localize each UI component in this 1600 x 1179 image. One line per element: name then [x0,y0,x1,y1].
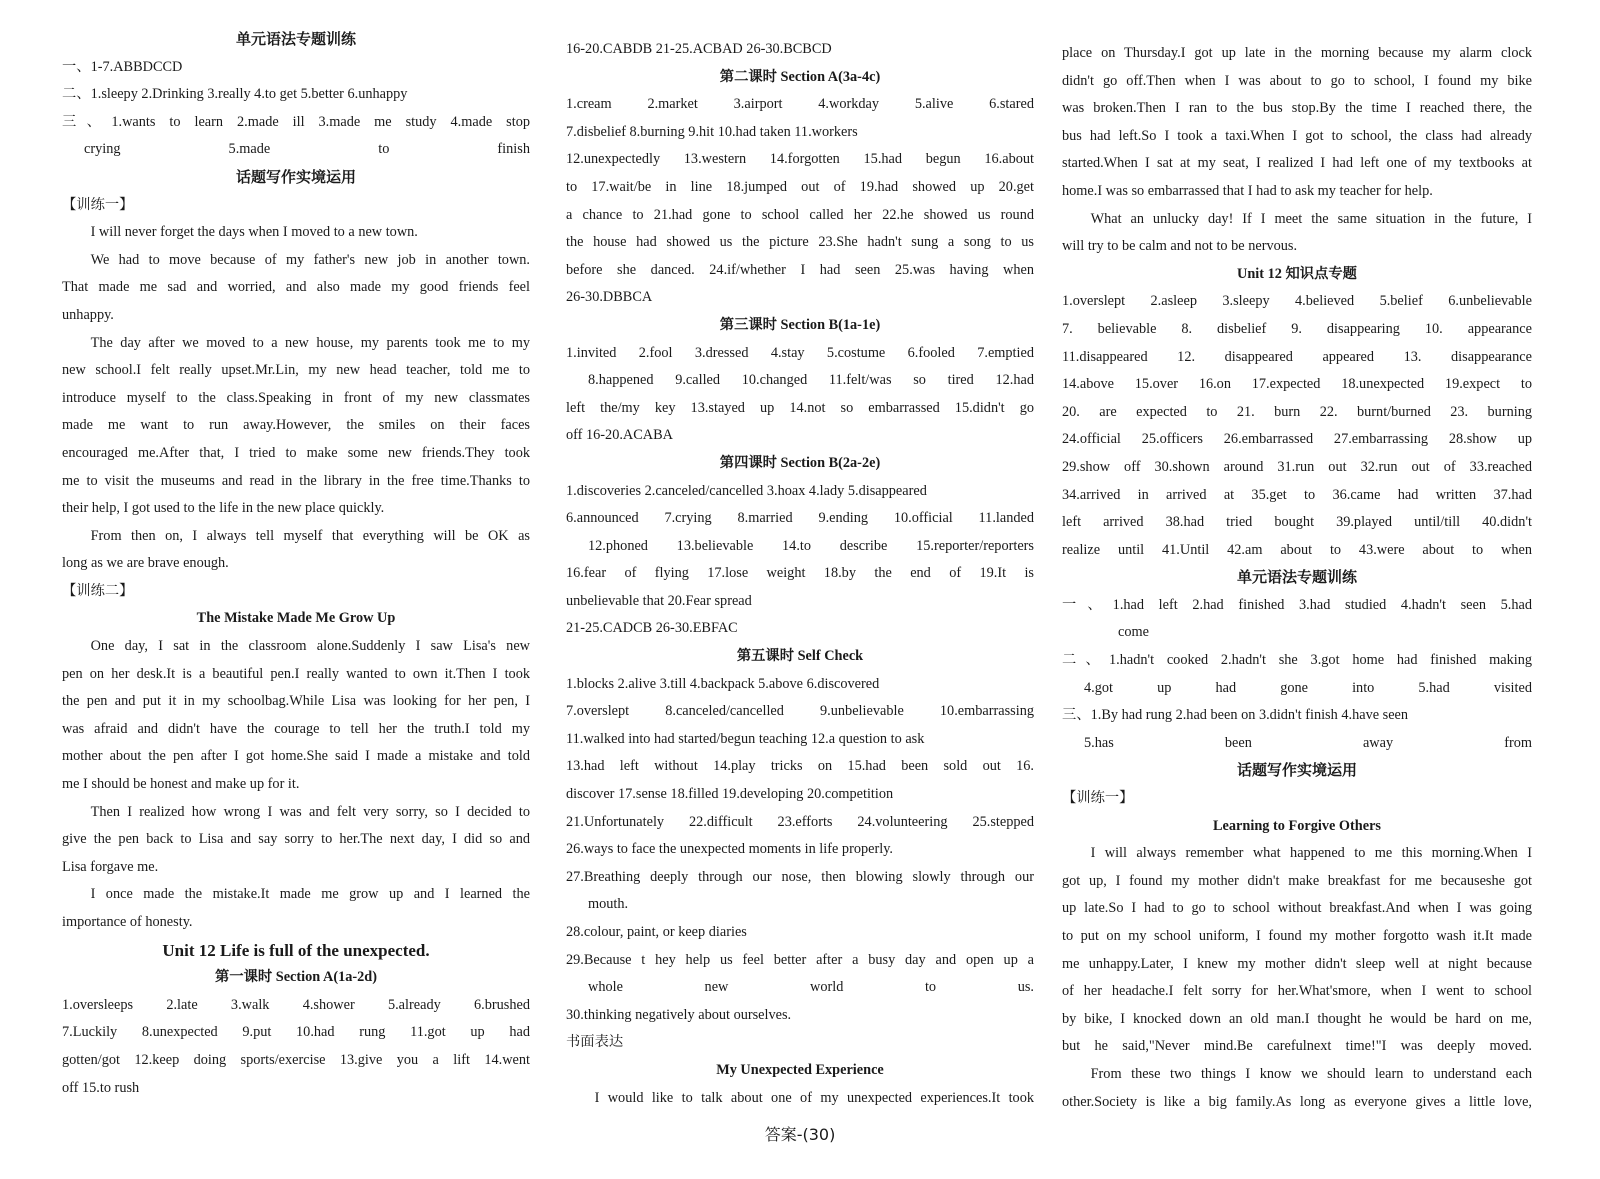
text-line: 24.official 25.officers 26.embarrassed 27.embarrassing 28.show up [1062,431,1532,448]
text-line: 1.blocks 2.alive 3.till 4.backpack 5.above 6.discovered [566,675,880,692]
text-line: From these two things I know we should learn to understand each [1090,1065,1532,1082]
text-line: got up, I found my mother didn't make breakfast for me becauseshe got [1062,872,1532,889]
text-line: 一、1.had left 2.had finished 3.had studied 4.hadn't seen 5.had [1062,596,1532,613]
text-line: pen on her desk.It is a beautiful pen.I really wanted to own it.Then I took [62,665,530,682]
text-line: 4.got up had gone into 5.had visited [1084,679,1532,696]
text-line: 1.discoveries 2.canceled/cancelled 3.hoax 4.lady 5.disappeared [566,482,927,499]
text-line: 三、1.wants to learn 2.made ill 3.made me study 4.made stop [62,113,530,130]
text-line: 34.arrived in arrived at 35.get to 36.came had written 37.had [1062,486,1532,503]
text-line: mouth. [588,896,629,913]
text-line: but he said,"Never mind.Be carefulnext time!"I was deeply moved. [1062,1038,1532,1055]
text-line: 11.walked into had started/begun teaching 12.a question to ask [566,730,925,747]
text-line: discover 17.sense 18.filled 19.developing 20.competition [566,786,894,803]
page-number: 答案-(30) [764,1125,836,1144]
text-line: other.Society is like a big family.As long as everyone gives a little love, [1062,1093,1532,1110]
text-line: 5.has been away from [1084,734,1532,751]
text-line: home.I was so embarrassed that I had to ask my teacher for help. [1062,182,1433,199]
text-line: unhappy. [62,306,114,323]
text-line: 【训练一】 [1062,790,1134,807]
text-line: give the pen back to Lisa and say sorry to her.The next day, I did so and [62,831,530,848]
right-column [1062,40,1532,1116]
text-line: 26.ways to face the unexpected moments in life properly. [566,841,893,858]
text-line: 二、1.hadn't cooked 2.hadn't she 3.got home had finished making [1062,652,1532,669]
text-line: before she danced. 24.if/whether I had seen 25.was having when [566,261,1034,278]
text-line: the pen and put it in my schoolbag.While Lisa was looking for her pen, I [62,693,530,710]
section-heading: 第一课时 Section A(1a-2d) [214,969,378,986]
text-line: 26-30.DBBCA [566,289,653,306]
text-line: unbelievable that 20.Fear spread [566,592,752,609]
text-line: 1.overslept 2.asleep 3.sleepy 4.believed 5.belief 6.unbelievable [1062,293,1532,310]
text-line: a chance to 21.had gone to school called her 22.he showed us round [566,206,1034,223]
text-line: One day, I sat in the classroom alone.Suddenly I saw Lisa's new [90,638,530,655]
text-line: 12.unexpectedly 13.western 14.forgotten 15.had begun 16.about [566,151,1034,168]
text-line: come [1118,624,1149,641]
text-line: left the/my key 13.stayed up 14.not so embarrassed 15.didn't go [566,399,1034,416]
section-heading: Unit 12 Life is full of the unexpected. [162,940,430,960]
text-line: off 15.to rush [62,1079,140,1096]
text-line: 27.Breathing deeply through our nose, then blowing slowly through our [566,868,1034,885]
text-line: 21.Unfortunately 22.difficult 23.efforts 24.volunteering 25.stepped [566,813,1034,830]
text-line: 12.phoned 13.believable 14.to describe 15.reporter/reporters [588,537,1034,554]
text-line: crying 5.made to finish [84,141,530,158]
text-line: didn't go off.Then when I was about to go to school, I found my bike [1062,72,1532,89]
text-line: 28.colour, paint, or keep diaries [566,924,747,940]
section-heading: 第五课时 Self Check [736,648,864,665]
text-line: gotten/got 12.keep doing sports/exercise 13.give you a lift 14.went [62,1051,530,1068]
section-heading: The Mistake Made Me Grow Up [196,610,396,627]
text-line: 一、1-7.ABBDCCD [62,58,183,75]
text-line: From then on, I always tell myself that everything will be OK as [90,527,530,544]
text-line: introduce myself to the class.Speaking in front of my new classmates [62,389,530,406]
text-line: That made me sad and worried, and also made my good friends feel [62,279,530,296]
text-line: 11.disappeared 12. disappeared appeared 13. disappearance [1062,348,1532,365]
text-line: 7.Luckily 8.unexpected 9.put 10.had rung 11.got up had [62,1024,530,1041]
section-heading: 第二课时 Section A(3a-4c) [719,68,881,85]
text-line: 7.overslept 8.canceled/cancelled 9.unbelievable 10.embarrassing [566,703,1034,720]
text-line: made me want to run away.However, the smiles on their faces [62,417,530,434]
text-line: I once made the mistake.It made me grow up and I learned the [90,886,530,903]
text-line: off 16-20.ACABA [566,427,673,444]
text-line: 20. are expected to 21. burn 22. burnt/burned 23. burning [1062,403,1532,420]
text-line: 13.had left without 14.play tricks on 15.had been sold out 16. [566,758,1034,775]
text-line: of her headache.I felt sorry for her.What'smore, when I went to school [1062,983,1532,1000]
text-line: I will never forget the days when I moved to a new town. [90,224,418,241]
text-line: 7. believable 8. disbelief 9. disappearing 10. appearance [1062,320,1532,337]
text-line: Lisa forgave me. [62,858,159,875]
text-line: Then I realized how wrong I was and felt very sorry, so I decided to [90,803,530,820]
section-heading: 单元语法专题训练 [1236,568,1357,587]
text-line: 21-25.CADCB 26-30.EBFAC [566,620,738,637]
text-line: I will always remember what happened to me this morning.When I [1090,845,1532,862]
text-line: 【训练二】 [62,582,134,599]
text-line: by bike, I knocked down an old man.I thought he would be hard on me, [1062,1010,1532,1027]
text-line: realize until 41.Until 42.am about to 43.were about to when [1062,541,1532,558]
text-line: encouraged me.After that, I tried to make some new friends.They took [62,444,530,461]
text-line: me to visit the museums and read in the library in the free time.Thanks to [62,472,530,489]
text-line: 6.announced 7.crying 8.married 9.ending 10.official 11.landed [566,510,1034,527]
text-line: 29.Because t hey help us feel better after a busy day and open up a [566,951,1034,968]
left-column [62,26,530,1102]
text-line: their help, I got used to the life in the new place quickly. [62,500,385,517]
text-line: was afraid and didn't have the courage to tell her the truth.I told my [62,720,530,737]
text-line: the house had showed us the picture 23.She hadn't sung a song to us [566,234,1034,251]
text-line: up late.So I had to go to school without breakfast.And when I was going [1062,900,1532,917]
text-line: I would like to talk about one of my unexpected experiences.It took [594,1089,1034,1106]
text-line: 二、1.sleepy 2.Drinking 3.really 4.to get 5.better 6.unhappy [62,86,408,103]
text-line: The day after we moved to a new house, my parents took me to my [90,334,530,351]
text-line: 14.above 15.over 16.on 17.expected 18.unexpected 19.expect to [1062,376,1532,393]
section-heading: My Unexpected Experience [716,1061,884,1078]
text-line: to put on my school uniform, I found my mother forgotto wash it.It made [1062,928,1532,944]
text-line: 8.happened 9.called 10.changed 11.felt/was so tired 12.had [588,372,1034,389]
text-line: 1.oversleeps 2.late 3.walk 4.shower 5.already 6.brushed [62,996,530,1013]
text-line: 16-20.CABDB 21-25.ACBAD 26-30.BCBCD [566,41,832,57]
text-line: 1.invited 2.fool 3.dressed 4.stay 5.costume 6.fooled 7.emptied [566,344,1034,361]
text-line: long as we are brave enough. [62,555,229,572]
section-heading: 第三课时 Section B(1a-1e) [719,316,881,333]
text-line: mother about the pen after I got home.She said I made a mistake and told [62,748,530,765]
text-line: to 17.wait/be in line 18.jumped out of 19.had showed up 20.get [566,178,1034,195]
text-line: 三、1.By had rung 2.had been on 3.didn't finish 4.have seen [1062,707,1409,724]
text-line: started.When I sat at my seat, I realized I had left one of my textbooks at [1062,155,1532,172]
text-line: What an unlucky day! If I meet the same situation in the future, I [1090,210,1532,227]
section-heading: 话题写作实境运用 [1236,761,1357,780]
text-line: 16.fear of flying 17.lose weight 18.by the end of 19.It is [566,565,1034,582]
text-line: 【训练一】 [62,196,134,213]
middle-column [566,36,1034,1112]
section-heading: Unit 12 知识点专题 [1237,265,1357,282]
text-line: me unhappy.Later, I knew my mother didn't sleep well at night because [1062,955,1532,972]
section-heading: Learning to Forgive Others [1213,817,1381,834]
section-heading: 第四课时 Section B(2a-2e) [719,454,881,471]
section-heading: 话题写作实境运用 [235,167,356,186]
text-line: 7.disbelief 8.burning 9.hit 10.had taken 11.workers [566,123,858,140]
text-line: left arrived 38.had tried bought 39.played until/till 40.didn't [1062,514,1532,531]
text-line: We had to move because of my father's new job in another town. [90,251,530,268]
section-heading: 单元语法专题训练 [235,30,356,48]
text-line: bus had left.So I took a taxi.When I got to school, the class had already [1062,127,1532,144]
text-line: 书面表达 [566,1034,624,1051]
text-line: place on Thursday.I got up late in the morning because my alarm clock [1062,45,1532,61]
text-line: will try to be calm and not to be nervous. [1062,238,1298,255]
text-line: new school.I felt really upset.Mr.Lin, my new head teacher, told me to [62,362,530,379]
text-line: whole new world to us. [588,979,1034,996]
text-line: me I should be honest and make up for it. [62,776,300,793]
text-line: was broken.Then I ran to the bus stop.By the time I reached there, the [1062,100,1532,117]
text-line: 30.thinking negatively about ourselves. [566,1006,792,1023]
text-line: 1.cream 2.market 3.airport 4.workday 5.alive 6.stared [566,96,1034,113]
text-line: importance of honesty. [62,914,193,930]
text-line: 29.show off 30.shown around 31.run out 32.run out of 33.reached [1062,458,1532,475]
